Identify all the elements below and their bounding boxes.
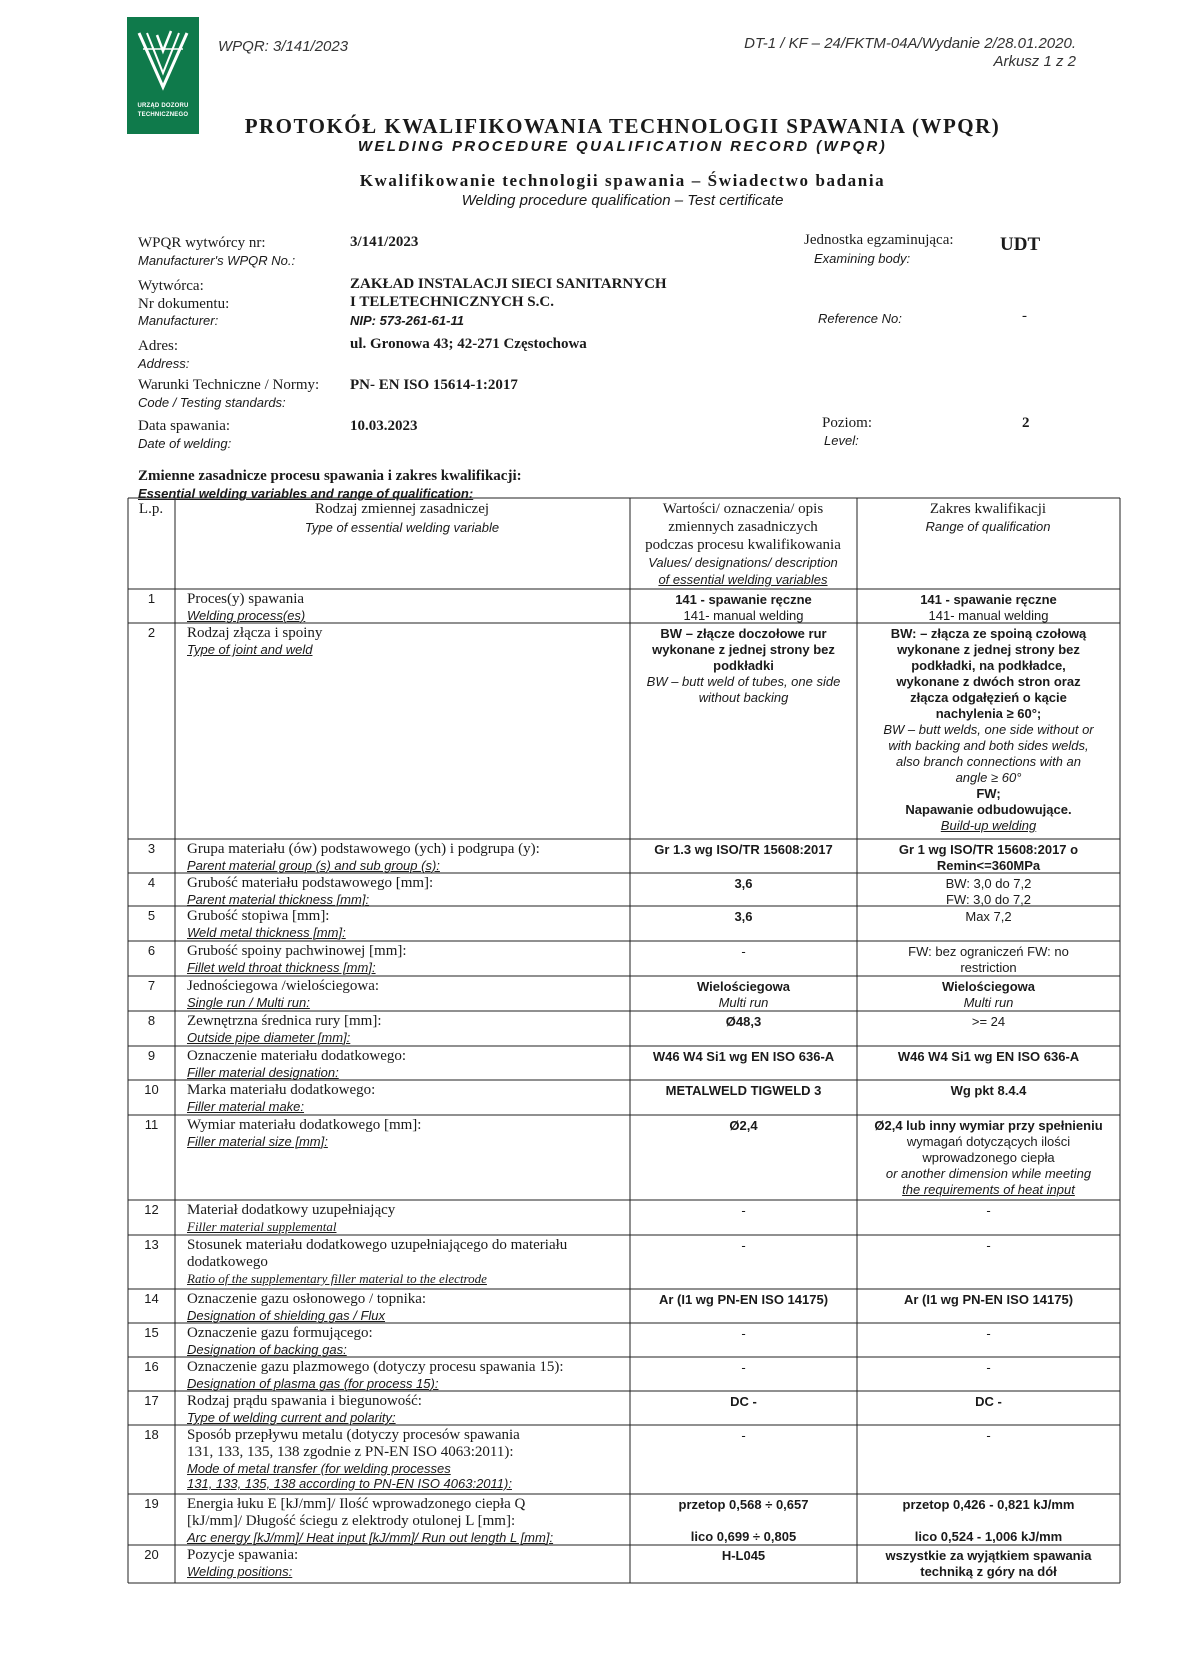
qualification-value: - <box>741 944 746 959</box>
row-number: 11 <box>144 1117 159 1132</box>
title-main-en: WELDING PROCEDURE QUALIFICATION RECORD (WPQR) <box>357 138 888 155</box>
manufacturer-name-2: I TELETECHNICZNYCH S.C. <box>350 294 554 310</box>
qualification-value: without backing <box>698 690 789 705</box>
qualification-range: wprowadzonego ciepła <box>922 1150 1055 1165</box>
qualification-value: 3,6 <box>734 876 753 891</box>
qualification-value: przetop 0,568 ÷ 0,657 <box>678 1497 809 1512</box>
qualification-value: 141- manual welding <box>683 608 804 623</box>
variable-name-en: Filler material supplemental <box>187 1219 337 1234</box>
variable-name: Oznaczenie gazu plazmowego (dotyczy procesu spawania 15): <box>187 1359 564 1375</box>
header-values-3: podczas procesu kwalifikowania <box>645 537 841 553</box>
header-values-en-2: of essential welding variables <box>658 572 828 587</box>
variable-name: Oznaczenie gazu osłonowego / topnika: <box>187 1291 427 1307</box>
qualification-value: - <box>741 1203 746 1218</box>
variable-name: Stosunek materiału dodatkowego uzupełniającego do materiału <box>187 1237 568 1253</box>
qualification-range: FW: 3,0 do 7,2 <box>945 892 1032 907</box>
row-number: 1 <box>147 591 156 606</box>
qualification-range: the requirements of heat input <box>902 1182 1075 1197</box>
level-label-en: Level: <box>824 433 859 448</box>
qualification-range: wykonane z dwóch stron oraz <box>896 674 1081 689</box>
qualification-value: 3,6 <box>734 909 753 924</box>
qualification-value: Wielościegowa <box>696 979 791 994</box>
variable-name-en: 131, 133, 135, 138 according to PN-EN ISO 4063:2011): <box>187 1476 512 1491</box>
qualification-value: - <box>741 1238 746 1253</box>
exam-body-value: UDT <box>1000 234 1041 255</box>
row-number: 4 <box>147 875 156 890</box>
header-range: Zakres kwalifikacji <box>929 501 1047 517</box>
code-label: Warunki Techniczne / Normy: <box>138 377 320 393</box>
qualification-value: W46 W4 Si1 wg EN ISO 636-A <box>652 1049 835 1064</box>
variable-name: [kJ/mm]/ Długość ściegu z elektrody otulonej L [mm]: <box>187 1513 516 1529</box>
qualification-value: BW – złącze doczołowe rur <box>660 626 827 641</box>
variable-name-en: Outside pipe diameter [mm]: <box>187 1030 351 1045</box>
qualification-range: BW: 3,0 do 7,2 <box>945 876 1032 891</box>
manufacturer-label: Wytwórca: <box>138 278 204 294</box>
variable-name-en: Arc energy [kJ/mm]/ Heat input [kJ/mm]/ Run out length L [mm]: <box>187 1530 554 1545</box>
variable-name: Grupa materiału (ów) podstawowego (ych) i podgrupa (y): <box>187 841 540 857</box>
qualification-value: - <box>741 1360 746 1375</box>
row-number: 16 <box>144 1359 159 1374</box>
qualification-value: Ø48,3 <box>725 1014 762 1029</box>
header-variable: Rodzaj zmiennej zasadniczej <box>314 501 490 517</box>
variable-name-en: Filler material make: <box>187 1099 305 1114</box>
variable-name-en: Mode of metal transfer (for welding processes <box>187 1461 451 1476</box>
row-number: 8 <box>147 1013 156 1028</box>
address-label: Adres: <box>138 338 178 354</box>
qualification-range: restriction <box>960 960 1017 975</box>
qualification-value: BW – butt weld of tubes, one side <box>646 674 841 689</box>
title-sub-pl: Kwalifikowanie technologii spawania – Świadectwo badania <box>359 171 886 190</box>
variable-name-en: Type of joint and weld <box>187 642 313 657</box>
variable-name: Pozycje spawania: <box>187 1547 299 1563</box>
variable-name: Rodzaj złącza i spoiny <box>187 625 323 641</box>
date-value: 10.03.2023 <box>350 418 418 434</box>
variable-name-en: Parent material thickness [mm]: <box>187 892 370 907</box>
qualification-value: wykonane z jednej strony bez <box>652 642 835 657</box>
qualification-range: Ø2,4 lub inny wymiar przy spełnieniu <box>874 1118 1103 1133</box>
qualification-range: wszystkie za wyjątkiem spawania <box>885 1548 1092 1563</box>
manufacturer-nip: NIP: 573-261-61-11 <box>350 313 464 328</box>
code-value: PN- EN ISO 15614-1:2017 <box>350 377 518 393</box>
row-number: 14 <box>144 1291 159 1306</box>
reference-value: - <box>1022 308 1027 324</box>
address-label-en: Address: <box>138 356 190 371</box>
reference-label: Reference No: <box>818 311 902 326</box>
qualification-value: Gr 1.3 wg ISO/TR 15608:2017 <box>654 842 833 857</box>
qualification-range: - <box>986 1203 991 1218</box>
header-lp: L.p. <box>138 501 164 517</box>
manufacturer-label-en: Manufacturer: <box>138 313 219 328</box>
exam-body-label-en: Examining body: <box>814 251 911 266</box>
variable-name-en: Designation of shielding gas / Flux <box>187 1308 386 1323</box>
qualification-range: DC - <box>975 1394 1002 1409</box>
row-number: 15 <box>144 1325 159 1340</box>
qualification-range: >= 24 <box>971 1014 1006 1029</box>
variable-name: Oznaczenie materiału dodatkowego: <box>187 1048 407 1064</box>
variable-name: Zewnętrzna średnica rury [mm]: <box>187 1013 382 1029</box>
qualification-value: lico 0,699 ÷ 0,805 <box>690 1529 797 1544</box>
qualification-range: wymagań dotyczących ilości <box>906 1134 1071 1149</box>
variable-name: Grubość materiału podstawowego [mm]: <box>187 875 434 891</box>
variable-name-en: Single run / Multi run: <box>187 995 310 1010</box>
qualification-range: W46 W4 Si1 wg EN ISO 636-A <box>897 1049 1080 1064</box>
qualification-value: Ø2,4 <box>729 1118 758 1133</box>
qualification-range: Build-up welding <box>940 818 1037 833</box>
row-number: 2 <box>147 625 156 640</box>
variable-name: Wymiar materiału dodatkowego [mm]: <box>187 1117 422 1133</box>
variable-name-en: Weld metal thickness [mm]: <box>187 925 346 940</box>
qualification-value: 141 - spawanie ręczne <box>675 592 812 607</box>
header-variable-en: Type of essential welding variable <box>304 520 500 535</box>
qualification-range: Gr 1 wg ISO/TR 15608:2017 o <box>898 842 1079 857</box>
header-values-1: Wartości/ oznaczenia/ opis <box>662 501 824 517</box>
variable-name: Rodzaj prądu spawania i biegunowość: <box>187 1393 422 1409</box>
qualification-range: wykonane z jednej strony bez <box>897 642 1080 657</box>
qualification-range: - <box>986 1326 991 1341</box>
date-label: Data spawania: <box>138 418 231 434</box>
variable-name-en: Filler material size [mm]: <box>187 1134 328 1149</box>
title-sub-en: Welding procedure qualification – Test certificate <box>461 192 784 209</box>
variable-name: Energia łuku E [kJ/mm]/ Ilość wprowadzonego ciepła Q <box>187 1496 526 1512</box>
title-main-pl: PROTOKÓŁ KWALIFIKOWANIA TECHNOLOGII SPAWANIA (WPQR) <box>244 114 1001 138</box>
section-title-en: Essential welding variables and range of qualification: <box>138 486 474 501</box>
qualification-value: Ar (I1 wg PN-EN ISO 14175) <box>658 1292 829 1307</box>
qualification-range: also branch connections with an <box>895 754 1081 769</box>
qualification-range: Wielościegowa <box>941 979 1036 994</box>
logo-text-2: TECHNICZNEGO <box>137 112 189 118</box>
qualification-range: 141 - spawanie ręczne <box>920 592 1057 607</box>
qualification-value: - <box>741 1326 746 1341</box>
row-number: 12 <box>144 1202 159 1217</box>
document-code: DT-1 / KF – 24/FKTM-04A/Wydanie 2/28.01.2020. <box>744 35 1076 52</box>
code-label-en: Code / Testing standards: <box>138 395 286 410</box>
section-title: Zmienne zasadnicze procesu spawania i zakres kwalifikacji: <box>138 468 522 484</box>
qualification-range: BW – butt welds, one side without or <box>883 722 1094 737</box>
variable-name-en: Welding process(es) <box>187 608 306 623</box>
qualification-range: - <box>986 1428 991 1443</box>
qualification-range: Max 7,2 <box>965 909 1012 924</box>
header-range-en: Range of qualification <box>925 519 1051 534</box>
wpqr-no-value: 3/141/2023 <box>350 234 419 250</box>
variable-name-en: Type of welding current and polarity: <box>187 1410 396 1425</box>
qualification-range: FW; <box>976 786 1001 801</box>
qualification-range: - <box>986 1238 991 1253</box>
variable-name-en: Parent material group (s) and sub group (s): <box>187 858 440 873</box>
variable-name: 131, 133, 135, 138 zgodnie z PN-EN ISO 4063:2011): <box>187 1444 514 1460</box>
header-values-en-1: Values/ designations/ description <box>648 555 838 570</box>
variable-name-en: Ratio of the supplementary filler material to the electrode <box>187 1271 487 1286</box>
row-number: 18 <box>144 1427 159 1442</box>
row-number: 19 <box>144 1496 159 1511</box>
qualification-range: - <box>986 1360 991 1375</box>
header-values-2: zmiennych zasadniczych <box>668 519 818 535</box>
variable-name: Sposób przepływu metalu (dotyczy procesów spawania <box>187 1427 520 1443</box>
manufacturer-name-1: ZAKŁAD INSTALACJI SIECI SANITARNYCH <box>350 276 667 292</box>
variable-name-en: Designation of backing gas: <box>187 1342 347 1357</box>
qualification-range: Wg pkt 8.4.4 <box>950 1083 1027 1098</box>
row-number: 17 <box>144 1393 159 1408</box>
qualification-range: przetop 0,426 - 0,821 kJ/mm <box>902 1497 1075 1512</box>
row-number: 10 <box>144 1082 159 1097</box>
qualification-range: Ar (I1 wg PN-EN ISO 14175) <box>903 1292 1074 1307</box>
qualification-range: Remin<=360MPa <box>936 858 1041 873</box>
row-number: 6 <box>147 943 156 958</box>
qualification-range: Multi run <box>963 995 1014 1010</box>
variable-name: Proces(y) spawania <box>187 591 305 607</box>
variable-name: dodatkowego <box>187 1254 268 1270</box>
variable-name: Oznaczenie gazu formującego: <box>187 1325 373 1341</box>
level-value: 2 <box>1022 415 1030 431</box>
date-label-en: Date of welding: <box>138 436 232 451</box>
row-number: 7 <box>147 978 156 993</box>
qualification-range: lico 0,524 - 1,006 kJ/mm <box>914 1529 1063 1544</box>
logo-text-1: URZĄD DOZORU <box>137 103 189 109</box>
row-number: 9 <box>147 1048 156 1063</box>
variable-name-en: Filler material designation: <box>187 1065 339 1080</box>
qualification-range: angle ≥ 60° <box>955 770 1022 785</box>
address-value: ul. Gronowa 43; 42-271 Częstochowa <box>350 336 587 352</box>
qualification-range: złącza odgałęzień o kącie <box>910 690 1067 705</box>
qualification-value: Multi run <box>718 995 769 1010</box>
qualification-value: H-L045 <box>721 1548 766 1563</box>
variable-name: Grubość stopiwa [mm]: <box>187 908 330 924</box>
qualification-range: Napawanie odbudowujące. <box>905 802 1072 817</box>
variable-name-en: Designation of plasma gas (for process 15): <box>187 1376 439 1391</box>
qualification-value: DC - <box>730 1394 757 1409</box>
qualification-value: METALWELD TIGWELD 3 <box>665 1083 822 1098</box>
qualification-range: BW: – złącza ze spoiną czołową <box>890 626 1087 641</box>
variable-name: Grubość spoiny pachwinowej [mm]: <box>187 943 407 959</box>
wpqr-reference: WPQR: 3/141/2023 <box>218 38 349 55</box>
row-number: 3 <box>147 841 156 856</box>
row-number: 20 <box>144 1547 159 1562</box>
qualification-value: - <box>741 1428 746 1443</box>
variable-name-en: Fillet weld throat thickness [mm]: <box>187 960 376 975</box>
qualification-range: or another dimension while meeting <box>885 1166 1092 1181</box>
qualification-range: podkładki, na podkładce, <box>911 658 1066 673</box>
row-number: 5 <box>147 908 156 923</box>
variable-name: Jednościegowa /wielościegowa: <box>187 978 380 994</box>
qualification-range: techniką z góry na dół <box>920 1564 1057 1579</box>
row-number: 13 <box>144 1237 159 1252</box>
qualification-range: nachylenia ≥ 60°; <box>935 706 1042 721</box>
variable-name: Materiał dodatkowy uzupełniający <box>187 1202 396 1218</box>
variable-name: Marka materiału dodatkowego: <box>187 1082 376 1098</box>
wpqr-no-label-en: Manufacturer's WPQR No.: <box>138 253 296 268</box>
qualification-range: FW: bez ograniczeń FW: no <box>908 944 1069 959</box>
qualification-range: 141- manual welding <box>928 608 1049 623</box>
exam-body-label: Jednostka egzaminująca: <box>804 232 954 248</box>
wpqr-no-label: WPQR wytwórcy nr: <box>138 235 266 251</box>
level-label: Poziom: <box>822 415 873 431</box>
variable-name-en: Welding positions: <box>187 1564 293 1579</box>
document-no-label: Nr dokumentu: <box>138 296 230 312</box>
qualification-range: with backing and both sides welds, <box>888 738 1089 753</box>
qualification-value: podkładki <box>713 658 774 673</box>
sheet-number: Arkusz 1 z 2 <box>993 53 1076 70</box>
